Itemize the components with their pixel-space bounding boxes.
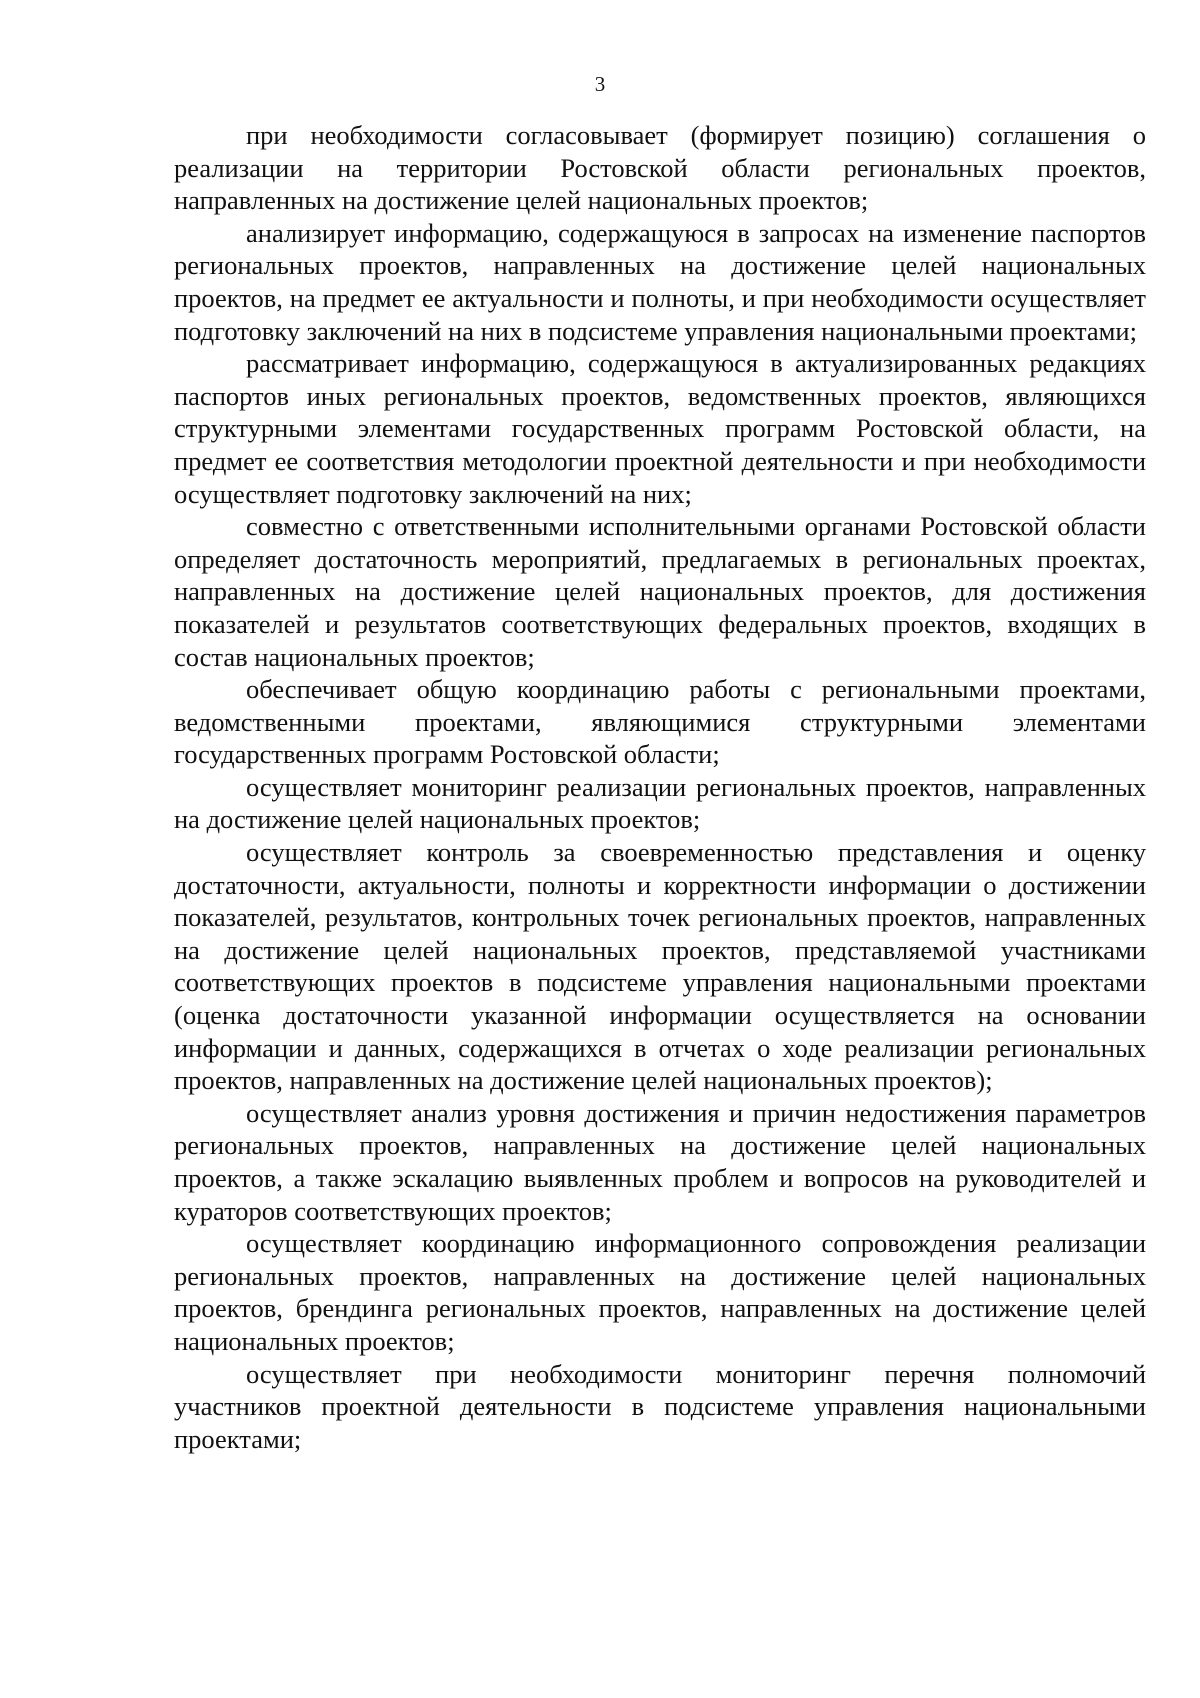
paragraph: осуществляет при необходимости мониторинг перечня полномочий участников проектной деятельности в подсистеме управления национальными проектами; xyxy=(174,1358,1146,1454)
paragraph: анализирует информацию, содержащуюся в запросах на изменение паспортов региональных проектов, направленных на достижение целей национальных проектов, на предмет ее актуальности и полноты, и при необходимости осуществляет подготовку заключений на них в подсистеме управления национальными проектами; xyxy=(174,217,1146,346)
paragraph: осуществляет контроль за своевременностью представления и оценку достаточности, актуальности, полноты и корректности информации о достижении показателей, результатов, контрольных точек региональных проектов, направленных на достижение целей национальных проектов, представляемой участниками соответствующих проектов в подсистеме управления национальными проектами (оценка достаточности указанной информации осуществляется на основании информации и данных, содержащихся в отчетах о ходе реализации региональных проектов, направленных на достижение целей национальных проектов); xyxy=(174,837,1146,1096)
paragraph: обеспечивает общую координацию работы с региональными проектами, ведомственными проектами, являющимися структурными элементами государственных программ Ростовской области; xyxy=(174,674,1146,770)
document-body xyxy=(174,119,1146,1455)
page-number: 3 xyxy=(594,72,606,96)
paragraph: осуществляет координацию информационного сопровождения реализации региональных проектов, направленных на достижение целей национальных проектов, брендинга региональных проектов, направленных на достижение целей национальных проектов; xyxy=(174,1228,1146,1356)
paragraph: осуществляет мониторинг реализации региональных проектов, направленных на достижение целей национальных проектов; xyxy=(174,771,1146,835)
paragraph: осуществляет анализ уровня достижения и причин недостижения параметров региональных проектов, направленных на достижение целей национальных проектов, а также эскалацию выявленных проблем и вопросов на руководителей и кураторов соответствующих проектов; xyxy=(174,1097,1146,1226)
paragraph: совместно с ответственными исполнительными органами Ростовской области определяет достаточность мероприятий, предлагаемых в региональных проектах, направленных на достижение целей национальных проектов, для достижения показателей и результатов соответствующих федеральных проектов, входящих в состав национальных проектов; xyxy=(174,511,1146,672)
paragraph: рассматривает информацию, содержащуюся в актуализированных редакциях паспортов иных региональных проектов, ведомственных проектов, являющихся структурными элементами государственных программ Ростовской области, на предмет ее соответствия методологии проектной деятельности и при необходимости осуществляет подготовку заключений на них; xyxy=(174,348,1146,509)
paragraph: при необходимости согласовывает (формирует позицию) соглашения о реализации на территории Ростовской области региональных проектов, направленных на достижение целей национальных проектов; xyxy=(174,120,1146,216)
